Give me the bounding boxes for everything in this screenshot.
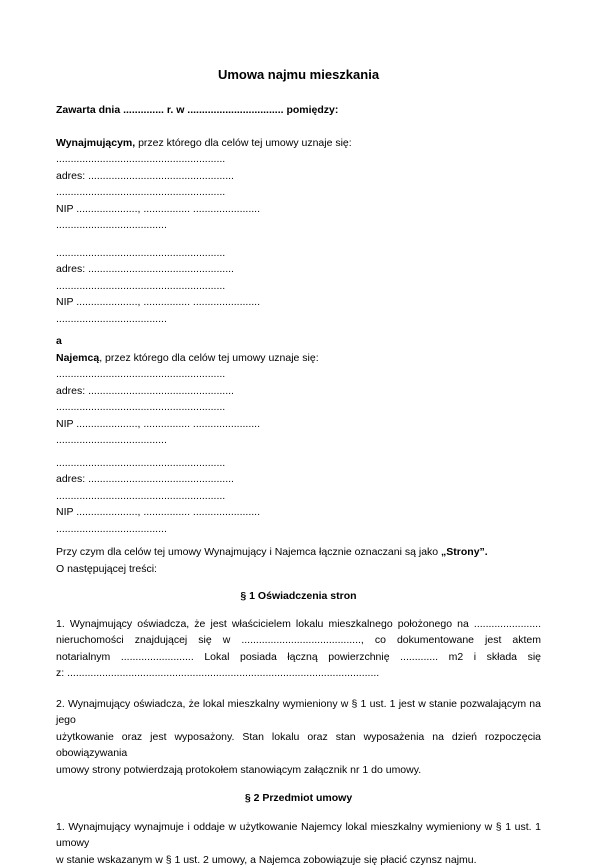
section-2-paragraph-1 bbox=[56, 819, 541, 868]
party-name-dotted-line: .......................................................... bbox=[56, 455, 541, 472]
paragraph-line: w stanie wskazanym w § 1 ust. 2 umowy, a Najemca zobowiązuje się płacić czynsz najmu. bbox=[56, 852, 541, 868]
landlord-label: Wynajmującym, bbox=[56, 137, 135, 149]
paragraph-line: nieruchomości znajdującej się w ........................................., co dokumentowane jest aktem bbox=[56, 632, 541, 649]
party-nip-line: NIP ....................., ................ ....................... bbox=[56, 504, 541, 521]
party-address-cont-line: .......................................................... bbox=[56, 488, 541, 505]
landlord-label-rest: przez którego dla celów tej umowy uznaje się: bbox=[135, 137, 352, 149]
party-block-tenant-2 bbox=[56, 455, 541, 538]
party-name-dotted-line: .......................................................... bbox=[56, 151, 541, 168]
paragraph-line: umowy strony potwierdzają protokołem stanowiącym załącznik nr 1 do umowy. bbox=[56, 762, 541, 779]
party-separator: a bbox=[56, 333, 541, 350]
party-name-dotted-line: .......................................................... bbox=[56, 366, 541, 383]
section-1-paragraph-2 bbox=[56, 696, 541, 779]
landlord-heading bbox=[56, 135, 541, 152]
party-nip-line: NIP ....................., ................ ....................... bbox=[56, 416, 541, 433]
party-address-line: adres: .................................................. bbox=[56, 168, 541, 185]
party-block-landlord-1 bbox=[56, 151, 541, 234]
party-extra-dotted-line: ...................................... bbox=[56, 432, 541, 449]
paragraph-line: 2. Wynajmujący oświadcza, że lokal mieszkalny wymieniony w § 1 ust. 1 jest w stanie pozwalającym na jego bbox=[56, 696, 541, 729]
party-name-dotted-line: .......................................................... bbox=[56, 245, 541, 262]
section-1-heading: § 1 Oświadczenia stron bbox=[56, 588, 541, 605]
document-title: Umowa najmu mieszkania bbox=[56, 66, 541, 83]
strony-text: Przy czym dla celów tej umowy Wynajmujący i Najemca łącznie oznaczani są jako bbox=[56, 546, 441, 558]
paragraph-line: użytkowanie oraz jest wyposażony. Stan lokalu oraz stan wyposażenia na dzień rozpoczęcia obowiązywania bbox=[56, 729, 541, 762]
party-address-cont-line: .......................................................... bbox=[56, 399, 541, 416]
party-nip-line: NIP ....................., ................ ....................... bbox=[56, 201, 541, 218]
party-address-line: adres: .................................................. bbox=[56, 261, 541, 278]
party-address-cont-line: .......................................................... bbox=[56, 278, 541, 295]
paragraph-line: 1. Wynajmujący oświadcza, że jest właścicielem lokalu mieszkalnego położonego na ....................... bbox=[56, 616, 541, 633]
tenant-label-rest: , przez którego dla celów tej umowy uznaje się: bbox=[99, 352, 318, 364]
intro-line: Zawarta dnia .............. r. w ................................. pomiędzy: bbox=[56, 102, 541, 119]
party-extra-dotted-line: ...................................... bbox=[56, 217, 541, 234]
paragraph-line: notarialnym ......................... Lokal posiada łączną powierzchnię ............. m2 i składa się bbox=[56, 649, 541, 666]
party-address-cont-line: .......................................................... bbox=[56, 184, 541, 201]
section-1-paragraph-1 bbox=[56, 616, 541, 682]
party-extra-dotted-line: ...................................... bbox=[56, 521, 541, 538]
tenant-heading bbox=[56, 350, 541, 367]
parties-joint-designation-line bbox=[56, 544, 541, 561]
party-block-tenant-1 bbox=[56, 366, 541, 449]
tresci-line: O następującej treści: bbox=[56, 561, 541, 578]
paragraph-line: z: ........................................................................................................... bbox=[56, 665, 541, 682]
party-block-landlord-2 bbox=[56, 245, 541, 328]
section-2-heading: § 2 Przedmiot umowy bbox=[56, 790, 541, 807]
party-extra-dotted-line: ...................................... bbox=[56, 311, 541, 328]
strony-bold-term: „Strony”. bbox=[441, 546, 488, 558]
party-address-line: adres: .................................................. bbox=[56, 383, 541, 400]
party-nip-line: NIP ....................., ................ ....................... bbox=[56, 294, 541, 311]
party-address-line: adres: .................................................. bbox=[56, 471, 541, 488]
paragraph-line: 1. Wynajmujący wynajmuje i oddaje w użytkowanie Najemcy lokal mieszkalny wymieniony w § 1 ust. 1 umowy bbox=[56, 819, 541, 852]
tenant-label: Najemcą bbox=[56, 352, 99, 364]
